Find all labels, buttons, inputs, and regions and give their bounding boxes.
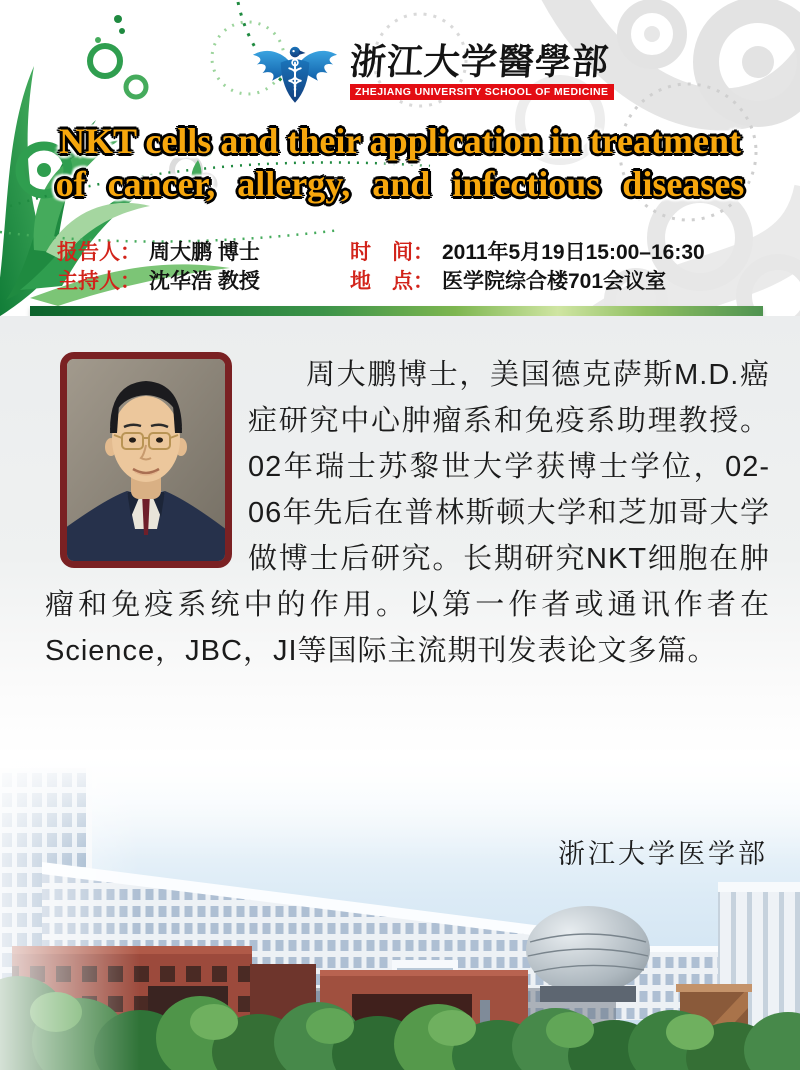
logo-name-en: ZHEJIANG UNIVERSITY SCHOOL OF MEDICINE [350,84,614,100]
venue-label: 地 点： [350,270,434,293]
time-row [350,238,705,267]
poster-header [0,0,800,318]
venue-row [350,267,705,296]
eagle-caduceus-icon [252,42,338,108]
campus-photo [0,750,800,1070]
host-row [57,267,260,296]
university-logo [252,42,614,108]
speaker-row [57,238,260,267]
logo-text [350,42,614,100]
title-line-2: of cancer, allergy, and infectious diseases [55,164,745,204]
venue-value: 医学院综合楼701会议室 [442,270,667,293]
seminar-title [0,120,800,206]
speaker-portrait [60,352,232,568]
bio-section [0,316,800,756]
speaker-label: 报告人： [57,241,141,264]
campus-caption: 浙江大学医学部 [558,839,768,869]
speaker-portrait-image [67,359,225,561]
campus-buildings-image [0,750,800,1070]
host-name: 沈华浩 教授 [149,270,260,293]
logo-name-cn: 浙江大学醫學部 [348,42,611,82]
bio-text: 周大鹏博士，美国德克萨斯M.D.癌症研究中心肿瘤系和免疫系助理教授。02年瑞士苏黎世大学获博士学位，02-06年先后在普林斯顿大学和芝加哥大学做博士后研究。长期研究NKT细胞在肿瘤和免疫系统中的作用。以第一作者或通讯作者在Science，JBC，JI等国际主流期刊发表论文多篇。 [45,359,770,667]
time-label: 时 间： [350,241,434,264]
time-value: 2011年5月19日15:00–16:30 [442,241,705,264]
host-label: 主持人： [57,270,141,293]
divider-bar [30,306,763,316]
title-line-1: NKT cells and their application in treatment [58,121,741,161]
speaker-name: 周大鹏 博士 [149,241,260,264]
